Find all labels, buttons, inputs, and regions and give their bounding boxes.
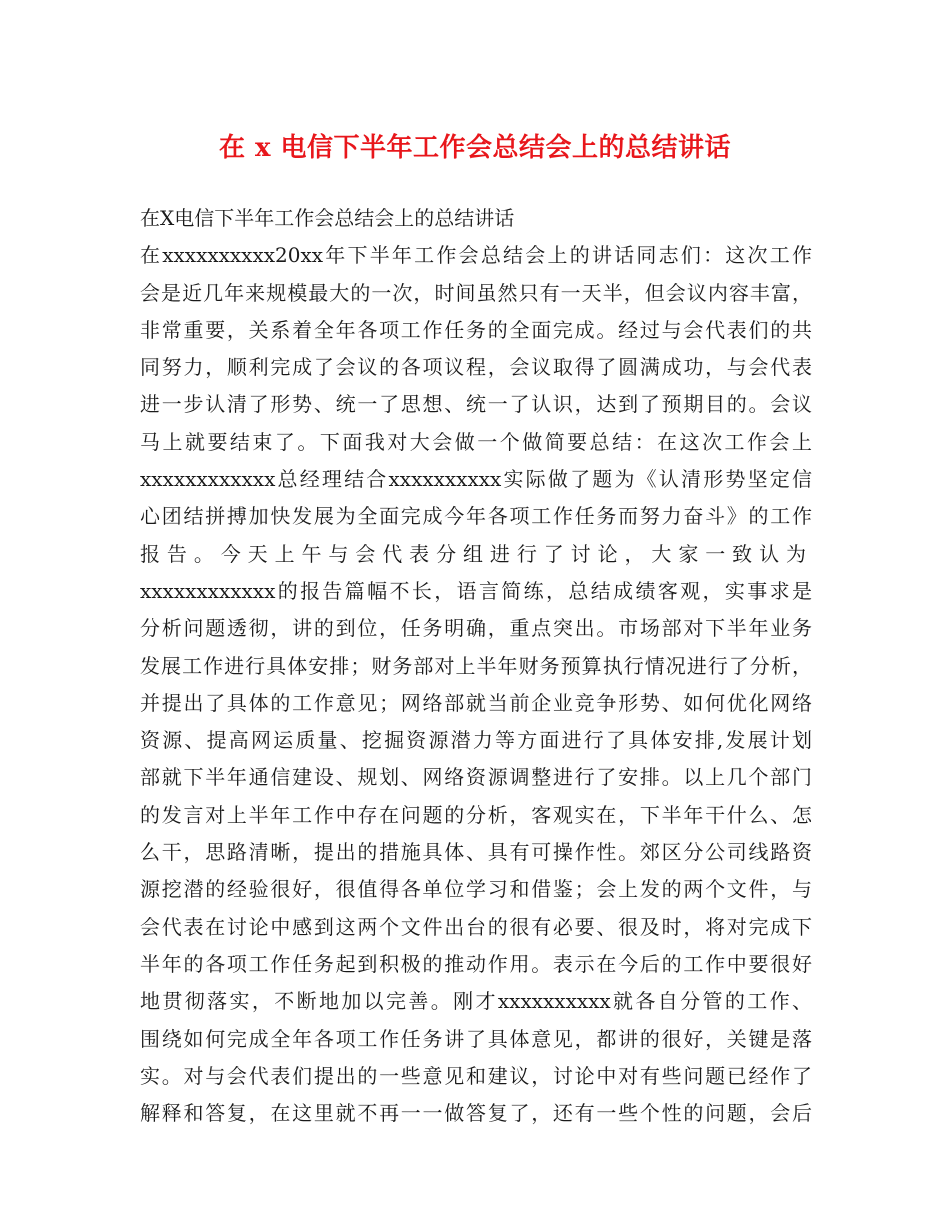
body-line: 资源、提高网运质量、挖掘资源潜力等方面进行了具体安排,发展计划 xyxy=(140,728,812,753)
document-body xyxy=(140,200,812,1132)
body-line: 分析问题透彻，讲的到位，任务明确，重点突出。市场部对下半年业务 xyxy=(140,616,812,641)
body-line: 半年的各项工作任务起到积极的推动作用。表示在今后的工作中要很好 xyxy=(140,951,812,976)
body-line: 的发言对上半年工作中存在问题的分析，客观实在，下半年干什么、怎 xyxy=(140,802,812,827)
body-line: 发展工作进行具体安排；财务部对上半年财务预算执行情况进行了分析， xyxy=(140,653,812,678)
body-line: 同努力，顺利完成了会议的各项议程，会议取得了圆满成功，与会代表 xyxy=(140,355,812,380)
body-line: 解释和答复，在这里就不再一一做答复了，还有一些个性的问题，会后 xyxy=(140,1101,812,1126)
body-line: 心团结拼搏加快发展为全面完成今年各项工作任务而努力奋斗》的工作 xyxy=(140,504,812,529)
body-line: 非常重要，关系着全年各项工作任务的全面完成。经过与会代表们的共 xyxy=(140,317,812,342)
body-line: xxxxxxxxxxxx总经理结合xxxxxxxxxx实际做了题为《认清形势坚定信 xyxy=(140,467,812,492)
body-line: 地贯彻落实，不断地加以完善。刚才xxxxxxxxxx就各自分管的工作、 xyxy=(140,989,812,1014)
body-line: 马上就要结束了。下面我对大会做一个做简要总结：在这次工作会上 xyxy=(140,429,812,454)
body-line: 会代表在讨论中感到这两个文件出台的很有必要、很及时，将对完成下 xyxy=(140,914,812,939)
body-line: 围绕如何完成全年各项工作任务讲了具体意见，都讲的很好，关键是落 xyxy=(140,1026,812,1051)
body-line: 么干，思路清晰，提出的措施具体、具有可操作性。郊区分公司线路资 xyxy=(140,840,812,865)
body-line: xxxxxxxxxxxx的报告篇幅不长，语言简练，总结成绩客观，实事求是 xyxy=(140,578,812,603)
body-line: 实。对与会代表们提出的一些意见和建议，讨论中对有些问题已经作了 xyxy=(140,1063,812,1088)
body-line: 部就下半年通信建设、规划、网络资源调整进行了安排。以上几个部门 xyxy=(140,765,812,790)
body-line: 源挖潜的经验很好，很值得各单位学习和借鉴；会上发的两个文件，与 xyxy=(140,877,812,902)
body-line: 并提出了具体的工作意见；网络部就当前企业竞争形势、如何优化网络 xyxy=(140,690,812,715)
body-line: 报告。今天上午与会代表分组进行了讨论，大家一致认为 xyxy=(140,541,812,566)
document-title: 在 x 电信下半年工作会总结会上的总结讲话 xyxy=(218,133,732,163)
body-line: 进一步认清了形势、统一了思想、统一了认识，达到了预期目的。会议 xyxy=(140,392,812,417)
body-line: 在xxxxxxxxxx20xx年下半年工作会总结会上的讲话同志们：这次工作 xyxy=(140,243,812,268)
body-line: 会是近几年来规模最大的一次，时间虽然只有一天半，但会议内容丰富， xyxy=(140,280,812,305)
body-line: 在X电信下半年工作会总结会上的总结讲话 xyxy=(140,206,515,230)
